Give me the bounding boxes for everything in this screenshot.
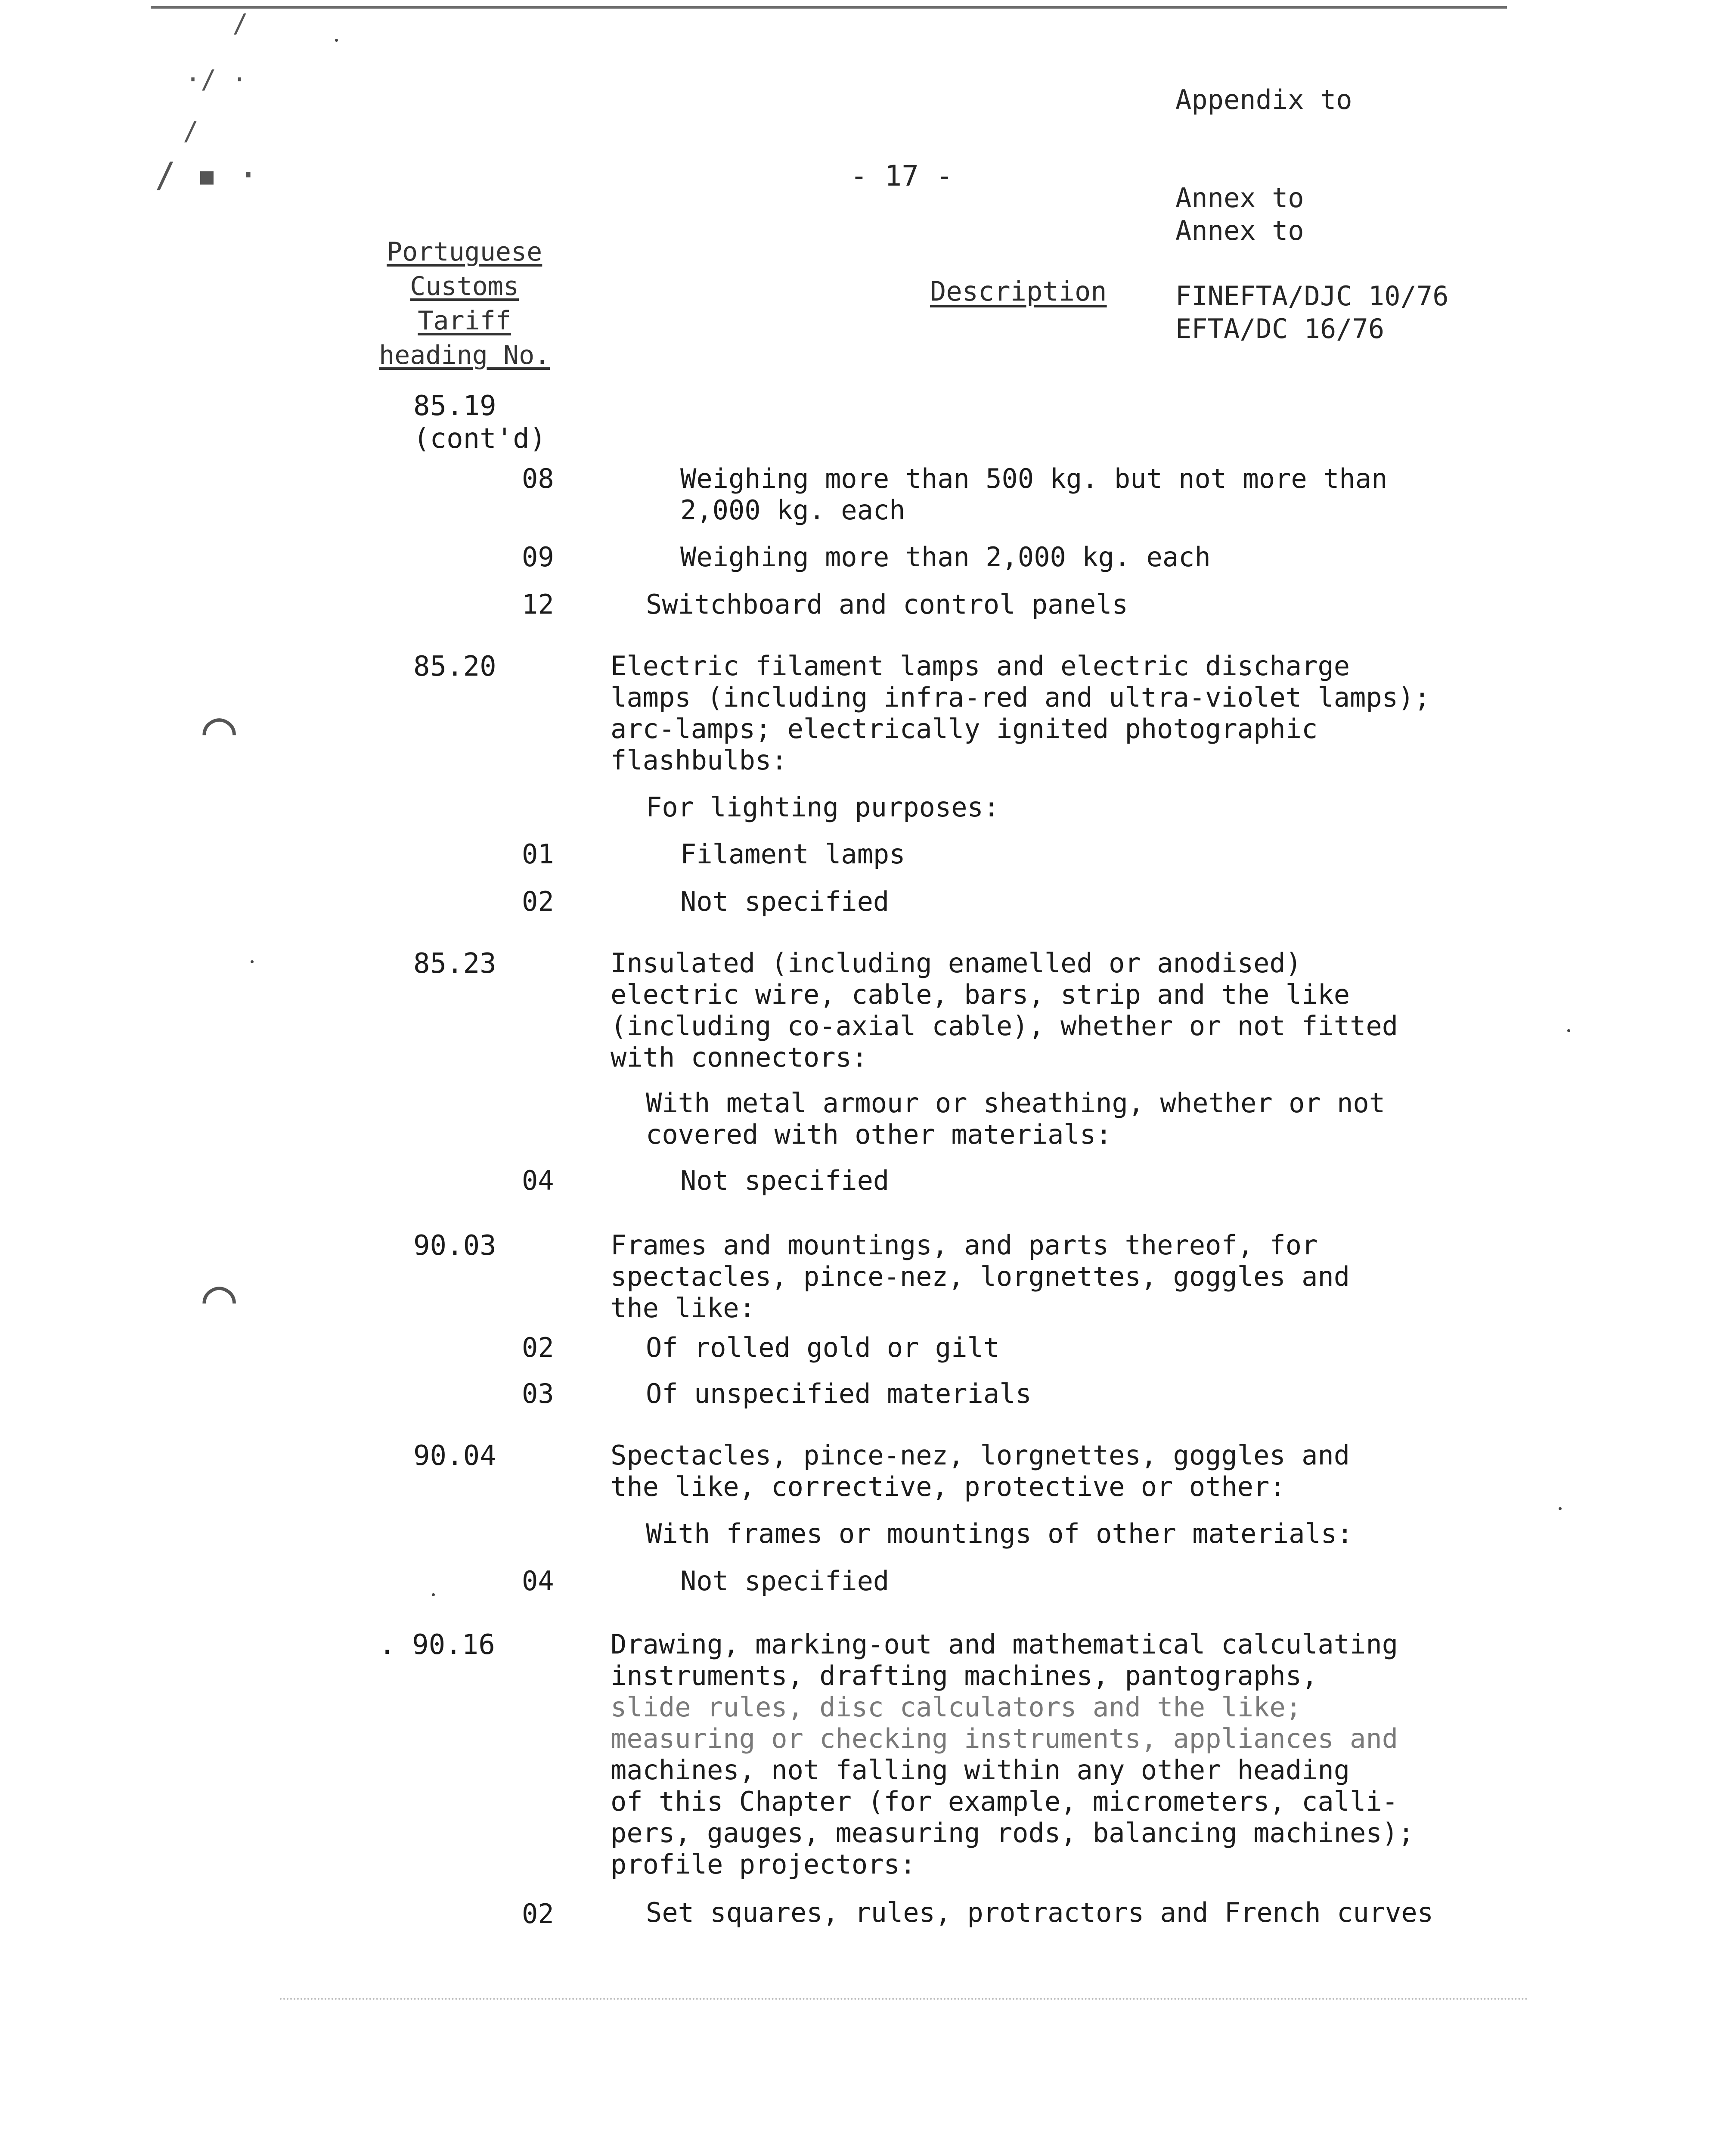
description-line: measuring or checking instruments, appliances and [611,1723,1398,1754]
scan-dot [1567,1029,1570,1032]
description-line: spectacles, pince-nez, lorgnettes, goggles and [611,1261,1350,1292]
description-text: Set squares, rules, protractors and French curves [646,1897,1434,1928]
annex-reference [1175,149,1384,411]
heading-number: 90.04 [413,1440,496,1472]
scan-dot [251,960,254,963]
description-text: Of rolled gold or gilt [646,1332,1000,1363]
description-line: of this Chapter (for example, micrometers, calli- [611,1786,1398,1817]
heading-number: 85.23 [413,948,496,980]
scan-mark: / [183,116,199,146]
description-text: With frames or mountings of other materials: [646,1518,1353,1549]
scan-dot [1559,1507,1562,1510]
description-line: instruments, drafting machines, pantographs, [611,1660,1318,1691]
subheading-number: 02 [522,886,554,917]
subheading-number: 08 [522,463,554,494]
description-line: Insulated (including enamelled or anodised) [611,947,1302,979]
description-text: Filament lamps [680,838,905,870]
tariff-header-line: Portuguese [387,237,542,267]
description-text: Not specified [680,1565,890,1597]
description-line: Electric filament lamps and electric discharge [611,650,1350,682]
binder-hole-mark: ◠ [202,698,236,763]
description-text [611,1229,1350,1324]
bottom-dotted-rule [280,1998,1528,2000]
tariff-header-line: Customs [410,271,519,301]
description-column-header: Description [930,276,1107,307]
description-line: Weighing more than 500 kg. but not more than [680,463,1388,494]
heading-number: 85.20 [413,651,496,683]
appendix-line: FINEFTA/DJC 10/76 [1175,280,1449,312]
description-text: Not specified [680,886,890,917]
subheading-number: 02 [522,1332,554,1363]
description-line: pers, gauges, measuring rods, balancing machines); [611,1817,1414,1849]
subheading-number: 09 [522,541,554,573]
top-rule [151,6,1507,9]
heading-number-line: (cont'd) [413,423,546,455]
tariff-header-line: Tariff [418,306,512,336]
annex-line: Annex to [1175,215,1304,246]
annex-line: EFTA/DC 16/76 [1175,313,1385,344]
scan-mark: / ▪ · [155,155,259,195]
description-line: Spectacles, pince-nez, lorgnettes, goggles and [611,1439,1350,1471]
binder-hole-mark: ◠ [202,1266,236,1331]
description-line: Frames and mountings, and parts thereof, for [611,1229,1318,1261]
tariff-header-line: heading No. [379,340,550,370]
description-text [611,947,1398,1073]
appendix-line: Appendix to [1175,84,1352,115]
description-line: with connectors: [611,1042,868,1073]
scan-mark: / [232,9,248,39]
description-text [680,463,1387,526]
description-line: (including co-axial cable), whether or not fitted [611,1010,1398,1042]
description-line: Drawing, marking-out and mathematical calculating [611,1629,1398,1660]
description-line: With metal armour or sheathing, whether or not [646,1087,1386,1119]
description-line: arc-lamps; electrically ignited photographic [611,713,1318,745]
subheading-number: 04 [522,1165,554,1196]
description-line: lamps (including infra-red and ultra-violet lamps); [611,682,1430,713]
description-line: the like, corrective, protective or other: [611,1471,1286,1502]
appendix-line: Annex to [1175,182,1304,214]
description-line: 2,000 kg. each [680,494,905,526]
description-text [646,1087,1385,1150]
description-line: covered with other materials: [646,1119,1112,1150]
heading-number: 90.03 [413,1230,496,1262]
subheading-number: 02 [522,1898,554,1930]
subheading-number: 04 [522,1565,554,1597]
description-text [611,1629,1414,1880]
description-text: For lighting purposes: [646,791,1000,823]
heading-number-line: 85.19 [413,390,496,422]
scan-dot [335,39,338,42]
subheading-number: 03 [522,1378,554,1409]
description-text [611,1439,1350,1502]
description-text [611,650,1430,776]
page-number: - 17 - [850,159,953,192]
heading-number [413,390,546,455]
description-text: Switchboard and control panels [646,589,1128,620]
tariff-column-header [379,235,550,372]
description-text: Weighing more than 2,000 kg. each [680,541,1211,573]
description-line: profile projectors: [611,1849,916,1880]
description-line: electric wire, cable, bars, strip and the like [611,979,1350,1010]
heading-number: . 90.16 [379,1629,495,1661]
description-line: the like: [611,1292,755,1324]
subheading-number: 12 [522,589,554,620]
description-line: machines, not falling within any other heading [611,1754,1350,1786]
scan-dot [432,1593,435,1596]
description-line: flashbulbs: [611,745,787,776]
description-text: Not specified [680,1165,890,1196]
subheading-number: 01 [522,838,554,870]
description-text: Of unspecified materials [646,1378,1032,1409]
description-line: slide rules, disc calculators and the like; [611,1691,1302,1723]
scan-mark: ·/ · [185,65,248,95]
